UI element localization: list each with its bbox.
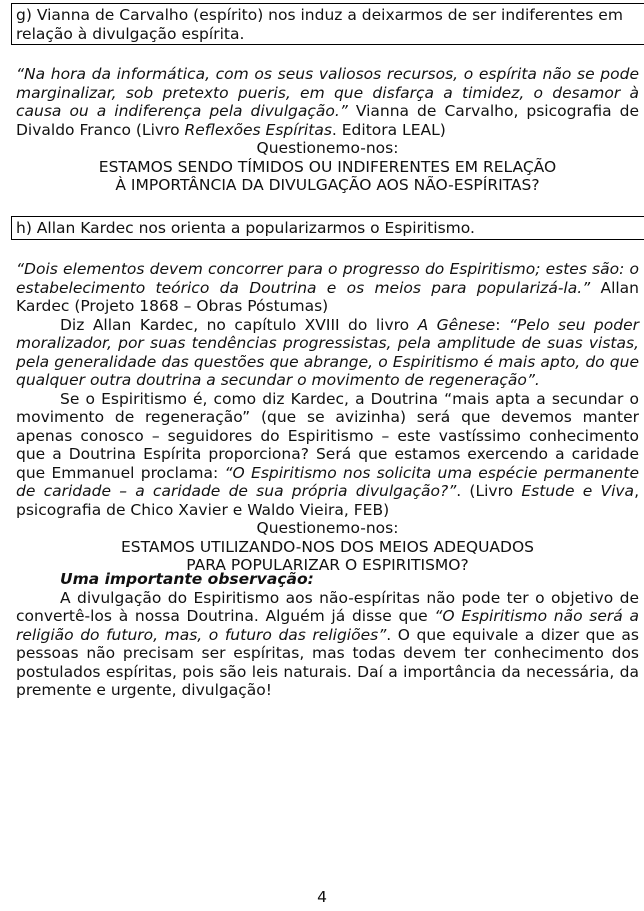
observation-title: Uma importante observação: [60,570,314,588]
section-g-question-line1: ESTAMOS SENDO TÍMIDOS OU INDIFERENTES EM RELAÇÃO [98,157,557,176]
section-h-question-line2: PARA POPULARIZAR O ESPIRITISMO? [186,556,469,574]
section-g-question-label: Questionemo-nos: [256,139,399,157]
observation-quote: “O Espiritismo não será a religião do futuro, mas, o futuro das religiões” [16,607,639,644]
section-g-heading: g) Vianna de Carvalho (espírito) nos induz a deixarmos de ser indiferentes em relação à divulgação espírita. [16,6,623,43]
para2-book: Estude e Viva [521,482,635,500]
section-h-quote: “Dois elementos devem concorrer para o progresso do Espiritismo; estes são: o estabelecimento teórico da Doutrina e os meios para popularizá-la.” [16,260,639,297]
page-number: 4 [317,888,327,906]
section-h-heading-box [11,216,644,240]
para2-end: , psicografia de Chico Xavier e Waldo Vieira, FEB) [16,482,639,519]
section-h-question-line1: ESTAMOS UTILIZANDO-NOS DOS MEIOS ADEQUADOS [120,537,535,556]
para1-book: A Gênese [417,315,496,334]
para2-quote: “O Espiritismo nos solicita uma espécie permanente de caridade – a caridade de sua própria divulgação?” [16,463,639,500]
section-g-publisher: . Editora LEAL) [331,120,446,139]
section-h-quote-attribution: Allan Kardec (Projeto 1868 – Obras Póstumas) [16,278,640,315]
section-h-question-label: Questionemo-nos: [256,519,399,537]
section-g-heading-box [11,3,644,45]
section-h-heading: h) Allan Kardec nos orienta a popularizarmos o Espiritismo. [16,219,475,237]
para1-colon: : [495,315,509,334]
observation-text-before: A divulgação do Espiritismo aos não-espíritas não pode ter o objetivo de convertê-los à nossa Doutrina. Alguém já disse que [16,588,639,625]
observation-section [16,570,639,700]
para1-quote: “Pelo seu poder moralizador, por suas tendências progressistas, pela amplitude de suas vistas, pela generalidade das questões que abrange, o Espiritismo é mais apto, do que qualquer outra doutrina a secundar o movimento de regeneração”. [16,315,639,389]
para1-intro: Diz Allan Kardec, no capítulo XVIII do livro [60,315,418,334]
section-h-paragraph-2 [16,390,639,520]
section-g-quote-paragraph [16,65,639,195]
section-g-question-line2: À IMPORTÂNCIA DA DIVULGAÇÃO AOS NÃO-ESPÍRITAS? [115,176,540,194]
section-h-body [16,260,639,575]
para2-after: . (Livro [456,482,522,500]
section-g-book-title: Reflexões Espíritas [184,120,332,139]
observation-paragraph [16,589,639,700]
section-h-paragraph-1 [16,316,639,390]
observation-text-after: . O que equivale a dizer que as pessoas não precisam ser espíritas, mas todas devem ter conhecimento dos postulados espíritas, pois são leis naturais. Daí a importância da necessária, da premente e urgente, divulgação! [16,625,640,699]
section-g-quote: “Na hora da informática, com os seus valiosos recursos, o espírita não se pode marginalizar, sob pretexto pueris, em que disfarça a timidez, o desamor à causa ou a indiferença pela divulgação.” [16,65,639,120]
section-g-attribution: Vianna de Carvalho, psicografia de Divaldo Franco (Livro [16,102,639,139]
para2-text: Se o Espiritismo é, como diz Kardec, a Doutrina “mais apta a secundar o movimento de regeneração” (que se avizinha) será que devemos manter apenas conosco – seguidores do Espiritismo – este vastíssimo conhecimento que a Doutrina Espírita proporciona? Será que estamos exercendo a caridade que Emmanuel proclama: [16,389,639,482]
